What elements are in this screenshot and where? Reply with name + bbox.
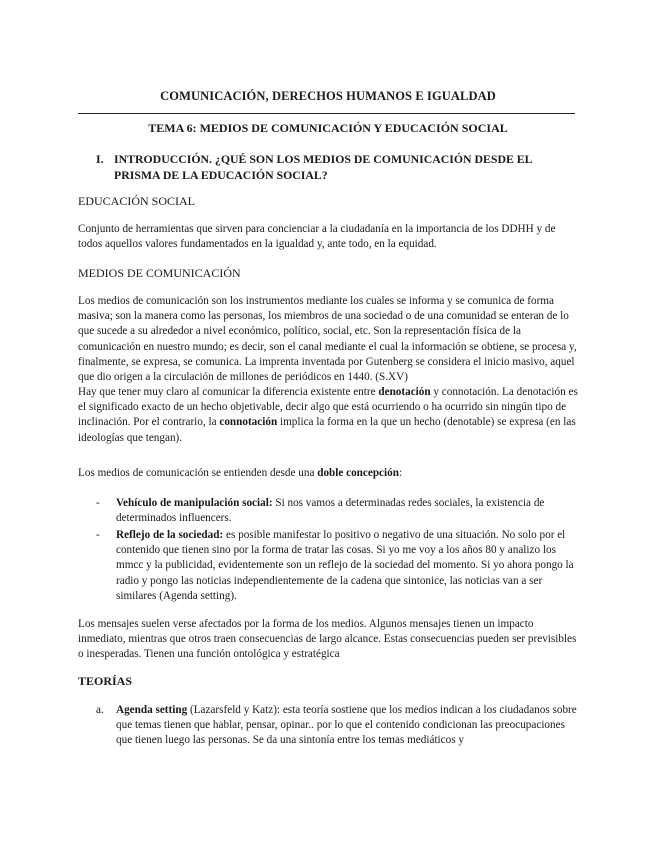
term-denotacion: denotación — [378, 386, 431, 398]
doble-concepcion-paragraph: Los medios de comunicación se entienden desde una doble concepción: — [78, 467, 403, 479]
document-title: COMUNICACIÓN, DERECHOS HUMANOS E IGUALDAD — [160, 89, 496, 103]
section-number: I. — [96, 152, 104, 166]
bullet-item: - Reflejo de la sociedad: es posible manifestar lo positivo o negativo de una situación. No solo por el contenido que tienen sino por la forma de tratar las cosas. Si yo me voy a los años 80 y analizo los mmcc y la publicidad, evidentemente son un reflejo de la sociedad del momento. Si yo ahora pongo la radio y pongo las noticias independientemente de la cadena que sintonice, las noticias van a ser similares (Agenda setting). — [96, 529, 574, 602]
bullet-term: Vehículo de manipulación social: — [116, 497, 273, 509]
term-connotacion: connotación — [219, 416, 278, 429]
educacion-social-paragraph: Conjunto de herramientas que sirven para concienciar a la ciudadanía en la importancia de los DDHH y de todos aquellos valores fundamentados en la igualdad y, ante todo, en la equidad. — [78, 223, 556, 251]
topic-title: TEMA 6: MEDIOS DE COMUNICACIÓN Y EDUCACIÓN SOCIAL — [148, 121, 508, 135]
teoria-item: a. Agenda setting (Lazarsfeld y Katz): esta teoría sostiene que los medios indican a los ciudadanos sobre que temas tienen que hablar, pensar, opinar.. por lo que el contenido condicionan las preocupaciones que tienen luego las personas. Se da una sintonía entre los temas mediáticos y — [96, 704, 577, 747]
list-marker: a. — [96, 704, 104, 716]
educacion-social-heading: EDUCACIÓN SOCIAL — [78, 194, 195, 208]
bullet-item: - Vehículo de manipulación social: Si nos vamos a determinadas redes sociales, la existencia de determinados influencers. — [96, 497, 545, 525]
section-heading — [96, 151, 566, 183]
bullet-term: Reflejo de la sociedad: — [116, 529, 224, 541]
section-title: INTRODUCCIÓN. ¿QUÉ SON LOS MEDIOS DE COMUNICACIÓN DESDE EL PRISMA DE LA EDUCACIÓN SOCIAL? — [114, 152, 532, 182]
medios-paragraph-2: Hay que tener muy claro al comunicar la diferencia existente entre denotación y connotación. La denotación es el significado exacto de un hecho objetivable, decir algo que está ocurriendo o ha ocurrido sin ningún tipo de inclinación. Por el contrario, la connotación implica la forma en la que un hecho (denotable) se expresa (en las ideologías que tengan). — [78, 386, 578, 444]
medios-paragraph-3: Los mensajes suelen verse afectados por la forma de los medios. Algunos mensajes tienen un impacto inmediato, mientras que otros traen consecuencias de largo alcance. Estas consecuencias pueden ser previsibles o inesperadas. Tienen una función ontológica y estratégica — [78, 618, 577, 661]
bullet-marker: - — [96, 497, 100, 509]
bullet-marker: - — [96, 529, 100, 541]
teorias-heading: TEORÍAS — [78, 674, 133, 688]
term-doble-concepcion: doble concepción — [317, 467, 399, 479]
title-divider — [78, 113, 575, 114]
teoria-term: Agenda setting — [116, 704, 188, 716]
medios-paragraph-1: Los medios de comunicación son los instrumentos mediante los cuales se informa y se comunica de forma masiva; son la manera como las personas, los miembros de una sociedad o de una comunidad se enteran de lo que sucede a su alrededor a nivel económico, político, social, etc. Son la representación física de la comunicación en nuestro mundo; es decir, son el canal mediante el cual la información se obtiene, se procesa y, finalmente, se expresa, se comunica. La imprenta inventada por Gutenberg se considera el inicio masivo, aquel que dio origen a la circulación de millones de periódicos en 1440. (S.XV) — [78, 295, 577, 384]
medios-heading: MEDIOS DE COMUNICACIÓN — [78, 266, 241, 280]
